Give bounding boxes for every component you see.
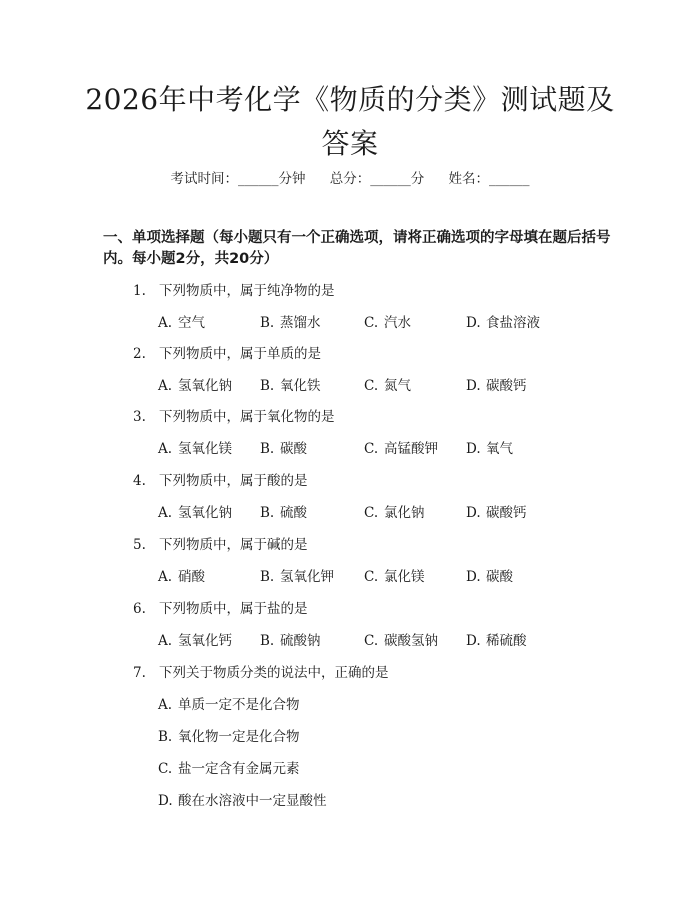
question-number: 5. bbox=[133, 537, 146, 553]
option-letter: C. bbox=[158, 761, 173, 777]
question-number: 1. bbox=[133, 283, 146, 299]
question-stem bbox=[133, 281, 335, 301]
option-text: 盐一定含有金属元素 bbox=[178, 761, 300, 777]
option-text: 硫酸 bbox=[280, 505, 307, 521]
option-text: 氢氧化钾 bbox=[280, 569, 334, 585]
option-text: 氯化镁 bbox=[384, 569, 425, 585]
option-b bbox=[260, 631, 321, 651]
option-text: 食盐溶液 bbox=[486, 315, 540, 331]
question-stem bbox=[133, 663, 389, 683]
option-text: 蒸馏水 bbox=[280, 315, 321, 331]
option-letter: A. bbox=[158, 315, 173, 331]
option-letter: C. bbox=[364, 378, 379, 394]
option-text: 氢氧化钠 bbox=[178, 505, 232, 521]
option-letter: B. bbox=[260, 569, 275, 585]
option-b bbox=[158, 727, 300, 747]
option-letter: B. bbox=[260, 633, 275, 649]
option-a bbox=[158, 313, 205, 333]
option-letter: D. bbox=[466, 505, 481, 521]
exam-time-field: 考试时间：______分钟 bbox=[170, 171, 306, 187]
option-d bbox=[466, 376, 527, 396]
option-a bbox=[158, 439, 232, 459]
option-letter: B. bbox=[260, 315, 275, 331]
question-number: 6. bbox=[133, 601, 146, 617]
option-letter: C. bbox=[364, 315, 379, 331]
option-letter: B. bbox=[260, 378, 275, 394]
option-a bbox=[158, 503, 232, 523]
option-text: 氢氧化钠 bbox=[178, 378, 232, 394]
question-number: 3. bbox=[133, 409, 146, 425]
question-stem bbox=[133, 599, 308, 619]
option-letter: D. bbox=[466, 378, 481, 394]
option-c bbox=[364, 376, 411, 396]
option-text: 稀硫酸 bbox=[486, 633, 527, 649]
option-text: 硫酸钠 bbox=[280, 633, 321, 649]
option-b bbox=[260, 439, 307, 459]
option-letter: C. bbox=[364, 633, 379, 649]
option-letter: B. bbox=[260, 505, 275, 521]
question-text: 下列物质中，属于酸的是 bbox=[159, 473, 308, 489]
question-stem bbox=[133, 471, 308, 491]
option-d bbox=[466, 439, 513, 459]
question-stem bbox=[133, 407, 335, 427]
option-a bbox=[158, 567, 205, 587]
option-text: 氢氧化钙 bbox=[178, 633, 232, 649]
option-d bbox=[158, 791, 327, 811]
option-letter: B. bbox=[158, 729, 173, 745]
section-heading: 一、单项选择题（每小题只有一个正确选项，请将正确选项的字母填在题后括号内。每小题2分，共20分） bbox=[103, 230, 611, 267]
option-b bbox=[260, 376, 321, 396]
question-text: 下列物质中，属于纯净物的是 bbox=[159, 283, 335, 299]
option-text: 酸在水溶液中一定显酸性 bbox=[178, 793, 327, 809]
option-d bbox=[466, 503, 527, 523]
option-letter: C. bbox=[364, 569, 379, 585]
option-letter: A. bbox=[158, 378, 173, 394]
option-b bbox=[260, 313, 321, 333]
option-text: 氧化铁 bbox=[280, 378, 321, 394]
option-text: 碳酸 bbox=[280, 441, 307, 457]
option-text: 氯化钠 bbox=[384, 505, 425, 521]
option-letter: D. bbox=[466, 633, 481, 649]
option-letter: C. bbox=[364, 505, 379, 521]
question-number: 2. bbox=[133, 346, 146, 362]
question-text: 下列物质中，属于碱的是 bbox=[159, 537, 308, 553]
question-text: 下列物质中，属于氧化物的是 bbox=[159, 409, 335, 425]
option-text: 空气 bbox=[178, 315, 205, 331]
question-text: 下列物质中，属于盐的是 bbox=[159, 601, 308, 617]
option-letter: D. bbox=[466, 569, 481, 585]
option-text: 汽水 bbox=[384, 315, 411, 331]
option-text: 氢氧化镁 bbox=[178, 441, 232, 457]
option-text: 碳酸氢钠 bbox=[384, 633, 438, 649]
option-text: 氧气 bbox=[486, 441, 513, 457]
option-c bbox=[364, 313, 411, 333]
option-d bbox=[466, 631, 527, 651]
option-text: 单质一定不是化合物 bbox=[178, 697, 300, 713]
option-d bbox=[466, 567, 513, 587]
option-a bbox=[158, 631, 232, 651]
option-text: 碳酸 bbox=[486, 569, 513, 585]
total-score-field: 总分：______分 bbox=[329, 171, 425, 187]
question-number: 7. bbox=[133, 665, 146, 681]
question-text: 下列物质中，属于单质的是 bbox=[159, 346, 321, 362]
option-letter: D. bbox=[466, 441, 481, 457]
option-text: 高锰酸钾 bbox=[384, 441, 438, 457]
option-c bbox=[364, 503, 425, 523]
question-stem bbox=[133, 344, 321, 364]
option-a bbox=[158, 376, 232, 396]
question-number: 4. bbox=[133, 473, 146, 489]
option-letter: A. bbox=[158, 441, 173, 457]
option-letter: A. bbox=[158, 505, 173, 521]
option-d bbox=[466, 313, 540, 333]
option-letter: A. bbox=[158, 697, 173, 713]
option-c bbox=[158, 759, 300, 779]
exam-meta bbox=[0, 167, 700, 187]
option-text: 氮气 bbox=[384, 378, 411, 394]
option-letter: C. bbox=[364, 441, 379, 457]
option-text: 碳酸钙 bbox=[486, 505, 527, 521]
option-letter: A. bbox=[158, 633, 173, 649]
option-text: 碳酸钙 bbox=[486, 378, 527, 394]
option-letter: D. bbox=[466, 315, 481, 331]
option-b bbox=[260, 567, 334, 587]
question-text: 下列关于物质分类的说法中，正确的是 bbox=[159, 665, 389, 681]
option-text: 硝酸 bbox=[178, 569, 205, 585]
option-c bbox=[364, 567, 425, 587]
student-name-field: 姓名：______ bbox=[448, 171, 530, 187]
option-text: 氧化物一定是化合物 bbox=[178, 729, 300, 745]
option-letter: B. bbox=[260, 441, 275, 457]
option-letter: A. bbox=[158, 569, 173, 585]
option-a bbox=[158, 695, 300, 715]
page-title: 2026年中考化学《物质的分类》测试题及答案 bbox=[85, 83, 615, 160]
option-letter: D. bbox=[158, 793, 173, 809]
option-c bbox=[364, 631, 438, 651]
option-c bbox=[364, 439, 438, 459]
option-b bbox=[260, 503, 307, 523]
question-stem bbox=[133, 535, 308, 555]
